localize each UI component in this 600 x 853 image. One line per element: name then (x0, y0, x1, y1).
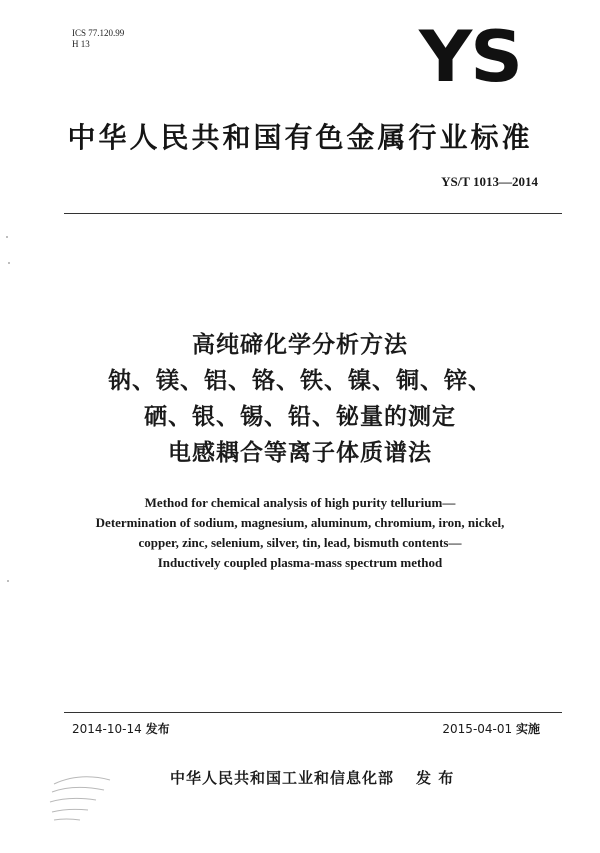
standard-number: YS/T 1013—2014 (441, 174, 538, 189)
scan-speck (6, 236, 8, 238)
chinese-title-line: 硒、银、锡、铅、铋量的测定 (144, 404, 456, 430)
publisher-action: 发 布 (416, 769, 455, 787)
bottom-divider (64, 712, 562, 713)
english-title (0, 493, 600, 573)
issue-date-value: 2014-10-14 (72, 722, 142, 736)
chinese-title-line: 电感耦合等离子体质谱法 (168, 440, 432, 466)
scan-speck (7, 580, 9, 582)
ccs-code: H 13 (72, 39, 90, 49)
chinese-title (0, 327, 600, 471)
faded-stamp-icon (44, 770, 118, 830)
effective-date-label: 实施 (515, 722, 540, 736)
chinese-title-line: 高纯碲化学分析方法 (192, 332, 408, 358)
english-title-line: Method for chemical analysis of high purity tellurium— (144, 495, 456, 510)
english-title-line: Inductively coupled plasma-mass spectrum method (157, 555, 443, 570)
classification-codes (72, 28, 124, 50)
chinese-title-line: 钠、镁、铝、铬、铁、镍、铜、锌、 (108, 368, 492, 394)
english-title-line: Determination of sodium, magnesium, aluminum, chromium, iron, nickel, (95, 515, 505, 530)
issue-date-label: 发布 (145, 722, 170, 736)
issue-date (72, 720, 170, 737)
effective-date (442, 720, 540, 737)
english-title-line: copper, zinc, selenium, silver, tin, lead, bismuth contents— (138, 535, 462, 550)
ys-logo: YS (419, 16, 521, 98)
effective-date-value: 2015-04-01 (442, 722, 513, 736)
publisher-name: 中华人民共和国工业和信息化部 (170, 769, 395, 787)
scan-speck (8, 262, 10, 264)
top-divider (64, 213, 562, 214)
ics-code: ICS 77.120.99 (72, 28, 125, 38)
publisher (170, 767, 454, 788)
standard-category-title: 中华人民共和国有色金属行业标准 (67, 121, 533, 154)
